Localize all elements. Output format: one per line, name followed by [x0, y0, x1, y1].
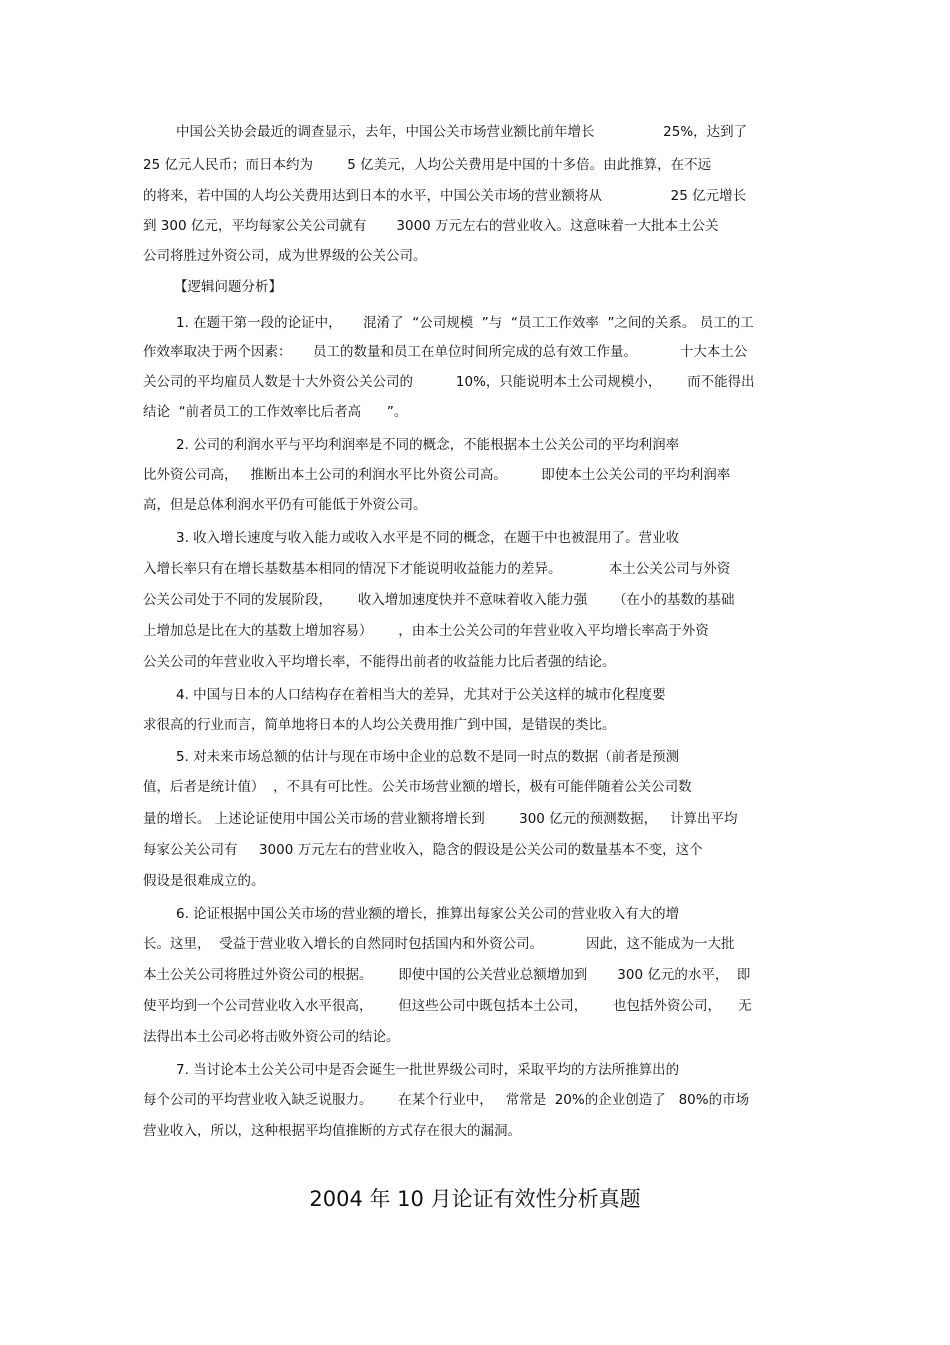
- point-5-line: 每家公关公司有 3000 万元左右的营业收入，隐含的假设是公关公司的数量基本不变，这个: [143, 842, 703, 858]
- intro-line: 到 300 亿元，平均每家公关公司就有 3000 万元左右的营业收入。这意味着一大批本土公关: [143, 218, 719, 234]
- point-5-line: 5. 对未来市场总额的估计与现在市场中企业的总数不是同一时点的数据（前者是预测: [176, 749, 680, 765]
- point-6-line: 本土公关公司将胜过外资公司的根据。 即使中国的公关营业总额增加到 300 亿元的水平， 即: [143, 967, 751, 983]
- point-7-line: 7. 当讨论本土公关公司中是否会诞生一批世界级公司时，采取平均的方法所推算出的: [176, 1062, 680, 1078]
- point-1-line: 作效率取决于两个因素： 员工的数量和员工在单位时间所完成的总有效工作量。 十大本土公: [143, 344, 748, 360]
- point-7-line: 每个公司的平均营业收入缺乏说服力。 在某个行业中， 常常是 20%的企业创造了 80%的市场: [143, 1092, 750, 1108]
- section-label: 【逻辑问题分析】: [174, 279, 282, 295]
- point-3-line: 入增长率只有在增长基数基本相同的情况下才能说明收益能力的差异。 本土公关公司与外资: [143, 561, 731, 577]
- point-3-line: 公关公司的年营业收入平均增长率，不能得出前者的收益能力比后者强的结论。: [143, 654, 616, 670]
- point-6-line: 6. 论证根据中国公关市场的营业额的增长，推算出每家公关公司的营业收入有大的增: [176, 906, 680, 922]
- point-5-line: 假设是很难成立的。: [143, 873, 265, 889]
- point-3-line: 3. 收入增长速度与收入能力或收入水平是不同的概念，在题干中也被混用了。营业收: [176, 530, 680, 546]
- point-7-line: 营业收入，所以，这种根据平均值推断的方式存在很大的漏洞。: [143, 1123, 521, 1139]
- point-2-line: 2. 公司的利润水平与平均利润率是不同的概念，不能根据本土公关公司的平均利润率: [176, 437, 680, 453]
- point-1-line: 关公司的平均雇员人数是十大外资公关公司的 10%，只能说明本土公司规模小， 而不能得出: [143, 374, 755, 390]
- point-6-line: 法得出本土公司必将击败外资公司的结论。: [143, 1029, 400, 1045]
- intro-line: 的将来，若中国的人均公关费用达到日本的水平，中国公关市场的营业额将从 25 亿元增长: [143, 188, 747, 204]
- point-2-line: 高，但是总体利润水平仍有可能低于外资公司。: [143, 497, 427, 513]
- point-1-line: 结论 “前者员工的工作效率比后者高 ”。: [143, 404, 408, 420]
- intro-line: 25 亿元人民币；而日本约为 5 亿美元，人均公关费用是中国的十多倍。由此推算，在不远: [143, 157, 712, 173]
- point-3-line: 上增加总是比在大的基数上增加容易） ，由本土公关公司的年营业收入平均增长率高于外资: [143, 623, 709, 639]
- intro-line: 公司将胜过外资公司，成为世界级的公关公司。: [143, 248, 427, 264]
- intro-line: 中国公关协会最近的调查显示，去年，中国公关市场营业额比前年增长 25%，达到了: [176, 124, 748, 140]
- point-2-line: 比外资公司高， 推断出本土公司的利润水平比外资公司高。 即使本土公关公司的平均利润率: [143, 467, 731, 483]
- section-heading: 2004 年 10 月论证有效性分析真题: [309, 1187, 641, 1211]
- point-6-line: 使平均到一个公司营业收入水平很高， 但这些公司中既包括本土公司， 也包括外资公司， 无: [143, 998, 752, 1014]
- point-5-line: 值，后者是统计值） ，不具有可比性。公关市场营业额的增长，极有可能伴随着公关公司数: [143, 779, 692, 795]
- point-3-line: 公关公司处于不同的发展阶段， 收入增加速度快并不意味着收入能力强 （在小的基数的基础: [143, 592, 735, 608]
- point-4-line: 4. 中国与日本的人口结构存在着相当大的差异，尤其对于公关这样的城市化程度要: [176, 687, 666, 703]
- point-5-line: 量的增长。 上述论证使用中国公关市场的营业额将增长到 300 亿元的预测数据， 计算出平均: [143, 811, 738, 827]
- point-6-line: 长。这里， 受益于营业收入增长的自然同时包括国内和外资公司。 因此，这不能成为一大批: [143, 936, 735, 952]
- point-4-line: 求很高的行业而言，简单地将日本的人均公关费用推广到中国，是错误的类比。: [143, 717, 616, 733]
- point-1-line: 1. 在题干第一段的论证中， 混淆了 “公司规模 ”与 “员工工作效率 ”之间的关系。 员工的工: [176, 315, 754, 331]
